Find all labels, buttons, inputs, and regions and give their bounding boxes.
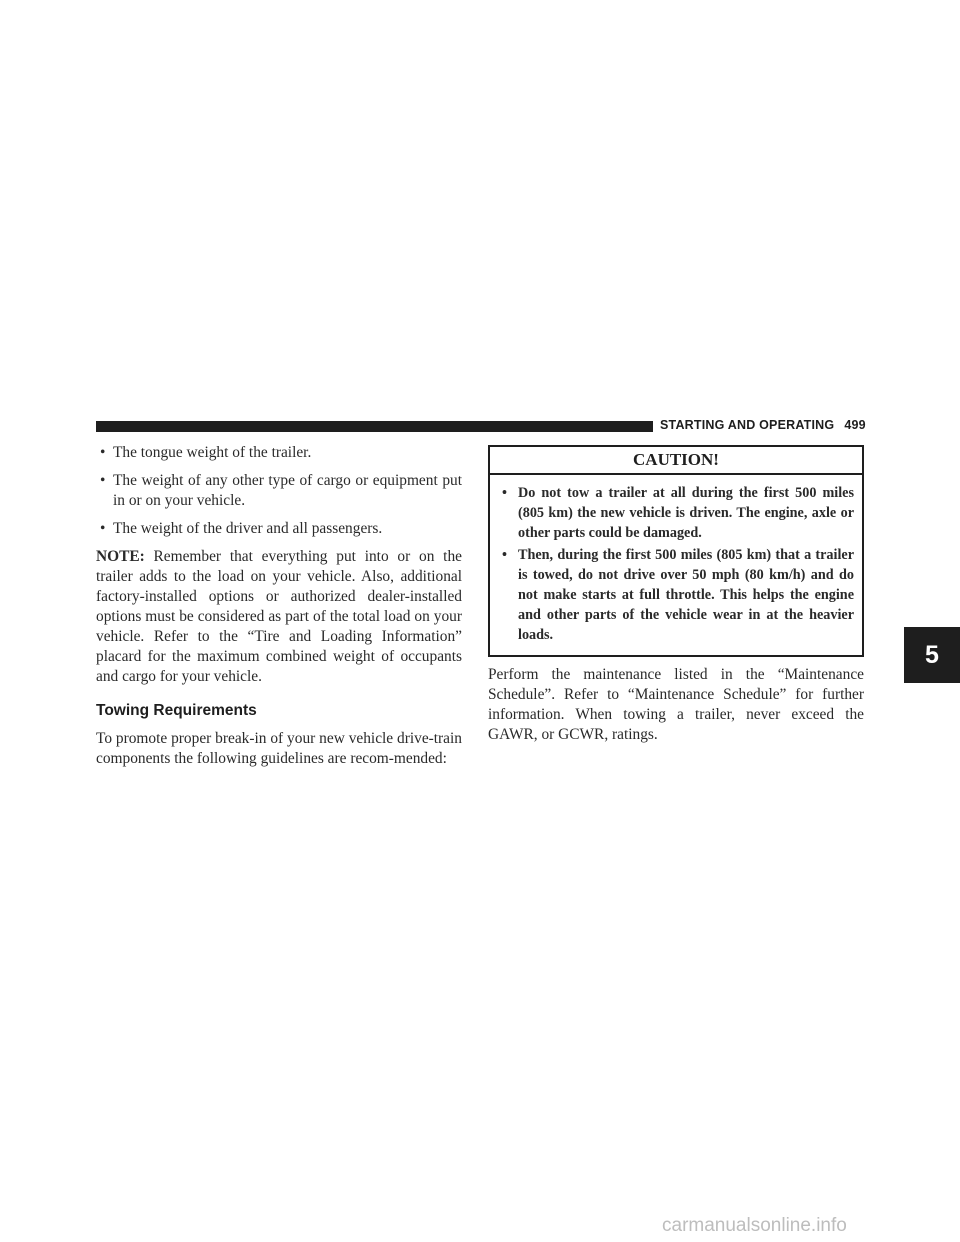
caution-body <box>490 475 862 655</box>
watermark: carmanualsonline.info <box>662 1215 847 1236</box>
caution-box <box>488 445 864 657</box>
page-number: 499 <box>844 418 866 432</box>
note-label: NOTE: <box>96 548 145 565</box>
caution-item: • Do not tow a trailer at all during the first 500 miles (805 km) the new vehicle is driven. The engine, axle or other parts could be damaged. <box>502 485 854 541</box>
chapter-tab: 5 <box>904 627 960 683</box>
bullet-icon: • <box>100 472 106 489</box>
running-header <box>660 418 865 432</box>
list-item: • The weight of any other type of cargo or equipment put in or on your vehicle. <box>100 472 462 509</box>
bullet-icon: • <box>100 520 106 537</box>
caution-item: • Then, during the first 500 miles (805 km) that a trailer is towed, do not drive over 50 mph (80 km/h) and do not make starts at full throttle. This helps the engine and other parts of the vehicle wear in at the heavier loads. <box>502 547 854 643</box>
bullet-icon: • <box>502 547 507 563</box>
section-heading: Towing Requirements <box>96 702 257 719</box>
weight-bullet-list <box>96 443 462 539</box>
note-paragraph <box>96 547 462 687</box>
header-rule <box>96 421 653 432</box>
caution-title: CAUTION! <box>490 447 862 475</box>
left-column <box>96 443 462 769</box>
list-item: • The weight of the driver and all passengers. <box>100 520 383 537</box>
bullet-icon: • <box>100 444 106 461</box>
list-item: • The tongue weight of the trailer. <box>100 444 312 461</box>
note-text: Remember that everything put into or on the trailer adds to the load on your vehicle. Also, additional factory-installed options or authorized dealer-installed options must be considered as part of the total load on your vehicle. Refer to the “Tire and Loading Information” placard for the maximum combined weight of occupants and cargo for your vehicle. <box>96 548 462 685</box>
section-title: STARTING AND OPERATING <box>660 418 835 432</box>
maintenance-paragraph: Perform the maintenance listed in the “Maintenance Schedule”. Refer to “Maintenance Schedule” for further information. When towing a trailer, never exceed the GAWR, or GCWR, ratings. <box>488 666 864 743</box>
bullet-icon: • <box>502 485 507 501</box>
break-in-paragraph: To promote proper break-in of your new vehicle drive-train components the following guidelines are recom-mended: <box>96 730 462 767</box>
right-column <box>488 445 864 745</box>
